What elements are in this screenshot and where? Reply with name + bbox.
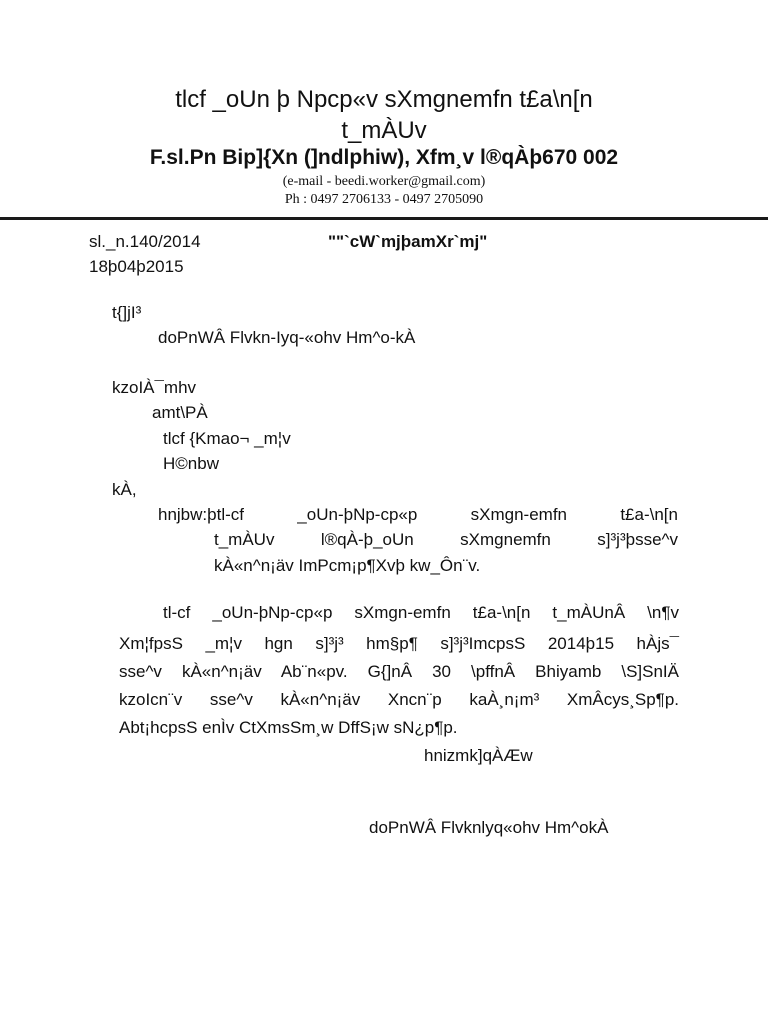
- signature-name: doPnWÂ Flvknlyq«ohv Hm^okÀ: [369, 818, 609, 837]
- recipient-line2: tlcf {Kmao¬ _m¦v: [163, 429, 291, 448]
- sender-label: t{]jI³: [112, 303, 142, 322]
- org-email: (e-mail - beedi.worker@gmail.com): [282, 174, 486, 189]
- subject-tagline: ""`cW`mjþamXr`mj": [328, 232, 488, 251]
- recipient-line1: amt\PÀ: [152, 403, 208, 422]
- org-name-line2: t_mÀUv: [341, 117, 427, 144]
- sender-name: doPnWÂ Flvkn-Iyq-«ohv Hm^o-kÀ: [158, 328, 416, 347]
- subject-line3: kÀ«n^n¡äv ImPcm¡p¶Xvþ kw_Ôn¨v.: [214, 556, 481, 575]
- recipient-label: kzoIÀ¯mhv: [112, 378, 197, 397]
- body-line2: Xm¦fpsS _m¦v hgn s]³j³ hm§p¶ s]³j³ImcpsS 2014þ15 hÀjs¯: [119, 634, 679, 653]
- recipient-line3: H©nbw: [163, 454, 219, 473]
- closing: hnizmk]qÀÆw: [424, 746, 533, 765]
- body-line1: tl-cf _oUn-þNp-cp«p sXmgn-emfn t£a-\n[n t_mÀUnÂ \n¶v: [163, 603, 679, 622]
- salutation: kÀ,: [112, 480, 137, 499]
- body-line3: sse^v kÀ«n^n¡äv Ab¨n«pv. G{]nÂ 30 \pffnÂ Bhiyamb \S]SnIÄ: [119, 662, 679, 681]
- subject-line2: t_mÀUv l®qÀ-þ_oUn sXmgnemfn s]³j³þsse^v: [214, 530, 678, 549]
- body-line5: Abt¡hcpsS enÌv CtXmsSm¸w DffS¡w sN¿p¶p.: [119, 718, 458, 737]
- org-address: F.sl.Pn Bip]{Xn (]ndlphiw), Xfm¸v l®qÀþ670 002: [149, 146, 619, 169]
- org-phone: Ph : 0497 2706133 - 0497 2705090: [284, 192, 484, 207]
- reference-number: sl._n.140/2014: [89, 232, 201, 251]
- org-name-line1: tlcf _oUn þ Npcp«v sXmgnemfn t£a\n[n: [175, 86, 593, 113]
- subject-line1: hnjbw:þtl-cf _oUn-þNp-cp«p sXmgn-emfn t£a-\n[n: [158, 505, 678, 524]
- letter-date: 18þ04þ2015: [89, 257, 184, 276]
- header-divider: [0, 217, 768, 220]
- body-line4: kzoIcn¨v sse^v kÀ«n^n¡äv Xncn¨p kaÀ¸n¡m³ XmÂcys¸Sp¶p.: [119, 690, 679, 709]
